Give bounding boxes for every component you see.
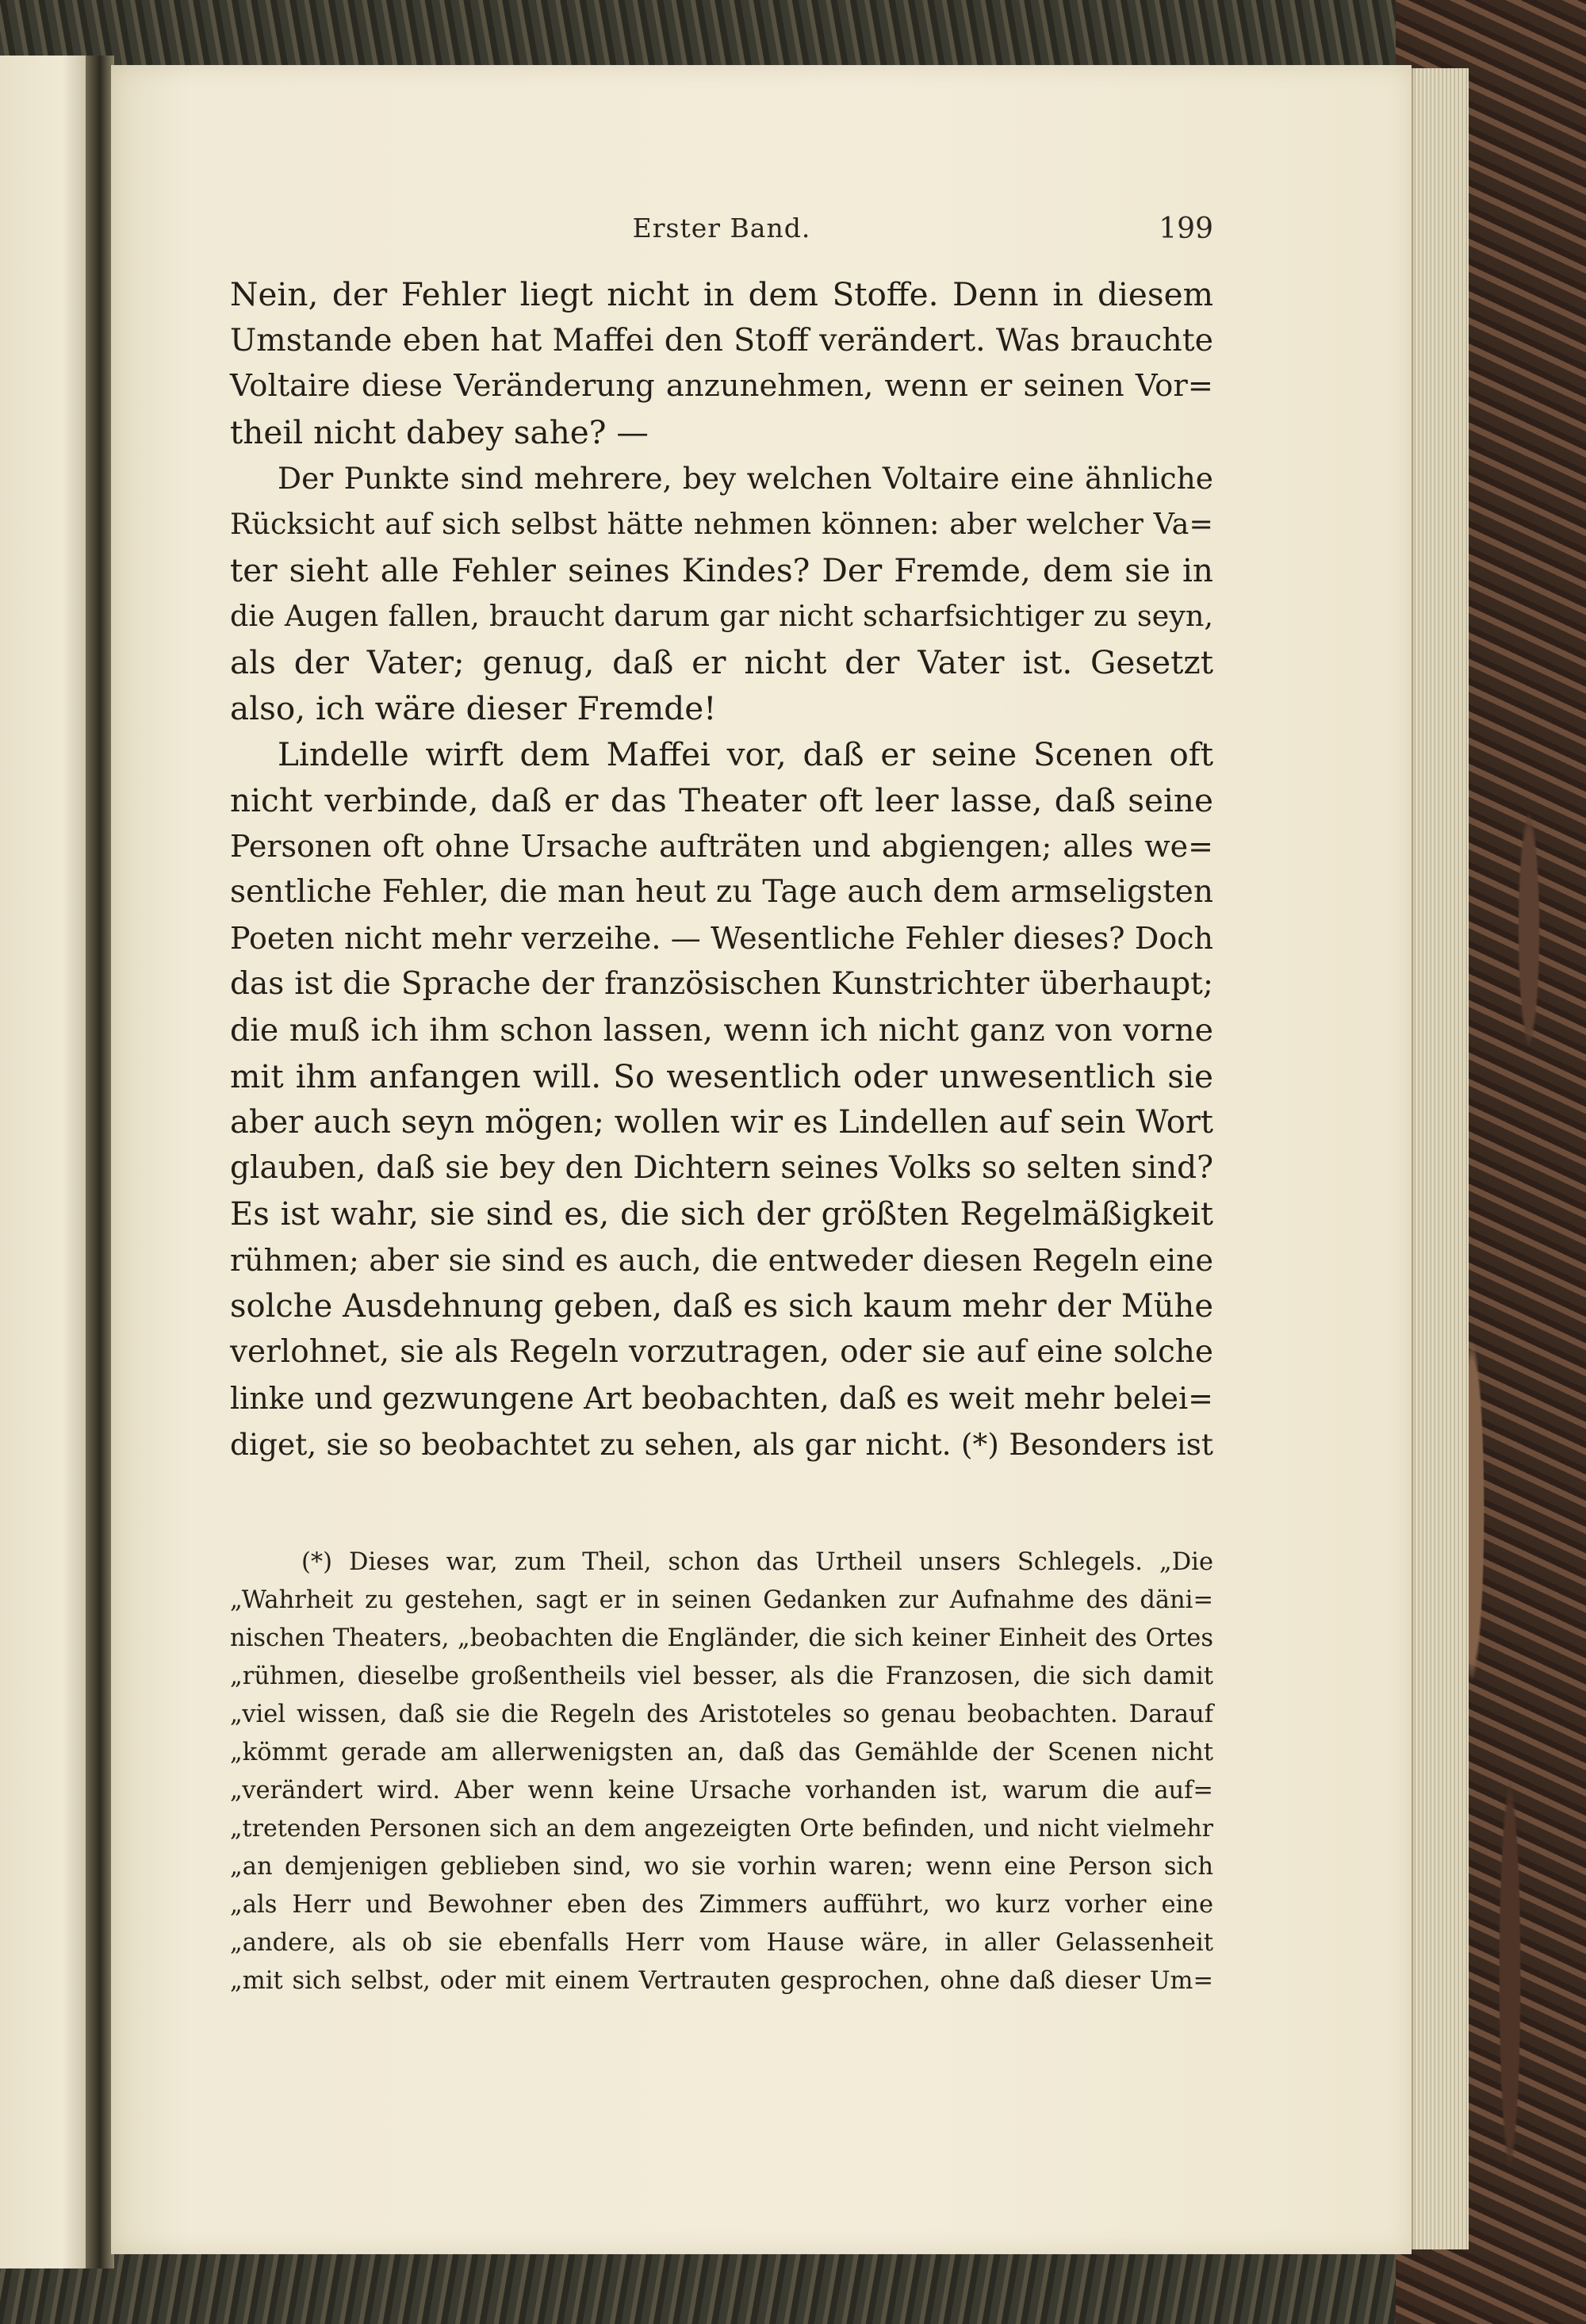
text-line: verlohnet, sie als Regeln vorzutragen, oder sie auf eine solche <box>230 1334 1213 1370</box>
text-line: linke und gezwungene Art beobachten, daß es weit mehr belei= <box>230 1381 1213 1416</box>
running-header <box>230 213 1213 252</box>
text-line: mit ihm anfangen will. So wesentlich oder unwesentlich sie <box>230 1057 1213 1095</box>
text-line: das ist die Sprache der französischen Kunstrichter überhaupt; <box>230 966 1213 1002</box>
text-line: sentliche Fehler, die man heut zu Tage auch dem armseligsten <box>230 874 1213 910</box>
footnote-line: „rühmen, dieselbe großentheils viel besser, als die Franzosen, die sich damit <box>230 1662 1213 1690</box>
running-title: Erster Band. <box>632 213 811 244</box>
text-line: aber auch seyn mögen; wollen wir es Lindellen auf sein Wort <box>230 1104 1213 1141</box>
text-line: also, ich wäre dieser Fremde! <box>230 689 717 727</box>
text-line: ter sieht alle Fehler seines Kindes? Der Fremde, dem sie in <box>230 551 1213 589</box>
text-line: solche Ausdehnung geben, daß es sich kaum mehr der Mühe <box>230 1288 1213 1325</box>
text-line: rühmen; aber sie sind es auch, die entweder diesen Regeln eine <box>230 1243 1213 1278</box>
footnote-line: „an demjenigen geblieben sind, wo sie vorhin waren; wenn eine Person sich <box>230 1853 1213 1881</box>
text-line: Personen oft ohne Ursache aufträten und abgiengen; alles we= <box>230 829 1213 864</box>
footnote-line: „viel wissen, daß sie die Regeln des Aristoteles so genau beobachten. Darauf <box>230 1701 1213 1728</box>
footnote <box>230 1544 1213 2000</box>
text-line: glauben, daß sie bey den Dichtern seines Volks so selten sind? <box>230 1150 1213 1186</box>
footnote-line: „verändert wird. Aber wenn keine Ursache vorhanden ist, warum die auf= <box>230 1777 1213 1804</box>
footnote-line: „kömmt gerade am allerwenigsten an, daß das Gemählde der Scenen nicht <box>230 1739 1213 1766</box>
text-line: Es ist wahr, sie sind es, die sich der größten Regelmäßigkeit <box>230 1196 1213 1233</box>
text-line: Umstande eben hat Maffei den Stoff verändert. Was brauchte <box>230 322 1213 359</box>
footnote-line: „als Herr und Bewohner eben des Zimmers aufführt, wo kurz vorher eine <box>230 1891 1213 1919</box>
text-line: Voltaire diese Veränderung anzunehmen, wenn er seinen Vor= <box>230 368 1213 404</box>
page-number: 199 <box>1159 213 1213 245</box>
text-line: diget, sie so beobachtet zu sehen, als gar nicht. (*) Besonders ist <box>230 1427 1213 1462</box>
book-gutter <box>86 56 114 2268</box>
text-line: Lindelle wirft dem Maffei vor, daß er seine Scenen oft <box>278 735 1213 773</box>
text-line: Der Punkte sind mehrere, bey welchen Voltaire eine ähnliche <box>278 461 1213 496</box>
book-cover-top <box>0 0 1586 75</box>
footnote-line: „tretenden Personen sich an dem angezeigten Orte befinden, und nicht vielmehr <box>230 1815 1213 1843</box>
text-line: die muß ich ihm schon lassen, wenn ich nicht ganz von vorne <box>230 1012 1213 1049</box>
main-text <box>230 271 1213 1467</box>
footnote-line: „Wahrheit zu gestehen, sagt er in seinen Gedanken zur Aufnahme des däni= <box>230 1586 1213 1614</box>
text-line: theil nicht dabey sahe? — <box>230 413 649 451</box>
footnote-line: (*) Dieses war, zum Theil, schon das Urtheil unsers Schlegels. „Die <box>301 1548 1213 1576</box>
footnote-line: „mit sich selbst, oder mit einem Vertrauten gesprochen, ohne daß dieser Um= <box>230 1967 1213 1995</box>
text-line: nicht verbinde, daß er das Theater oft leer lasse, daß seine <box>230 781 1213 819</box>
footnote-line: „andere, als ob sie ebenfalls Herr vom Hause wäre, in aller Gelassenheit <box>230 1929 1213 1957</box>
footnote-line: nischen Theaters, „beobachten die Engländer, die sich keiner Einheit des Ortes <box>230 1624 1213 1652</box>
text-line: Poeten nicht mehr verzeihe. — Wesentliche Fehler dieses? Doch <box>230 921 1213 956</box>
page-block-edges <box>1412 68 1469 2249</box>
text-line: Rücksicht auf sich selbst hätte nehmen können: aber welcher Va= <box>230 507 1213 541</box>
text-line: die Augen fallen, braucht darum gar nicht scharfsichtiger zu seyn, <box>230 599 1213 633</box>
text-line: als der Vater; genug, daß er nicht der Vater ist. Gesetzt <box>230 643 1213 681</box>
facing-page-edge <box>0 56 89 2268</box>
text-line: Nein, der Fehler liegt nicht in dem Stoffe. Denn in diesem <box>230 275 1213 313</box>
